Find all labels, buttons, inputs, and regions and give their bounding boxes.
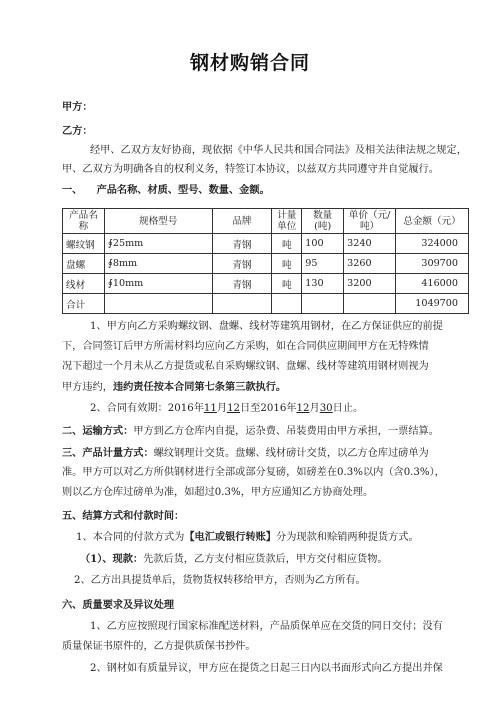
cell-amount: 309700 xyxy=(396,254,469,274)
section-3-label: 三、产品计量方式： xyxy=(62,447,154,459)
section-6-line-3: 2、钢材如有质量异议，甲方应在提货之日起三日内以书面形式向乙方提出并保 xyxy=(90,663,443,674)
cell-quantity: 130 xyxy=(302,274,344,294)
cell-product: 线材 xyxy=(63,274,105,294)
intro-line-2: 甲、乙双方为明确各自的权利义务，特签订本协议，以兹双方共同遵守并自觉履行。 xyxy=(62,164,439,175)
cell-empty xyxy=(344,294,396,314)
cell-unit-price: 3240 xyxy=(344,234,396,254)
validity-line xyxy=(90,402,363,416)
section-5-title: 五、结算方式和付款时间： xyxy=(62,510,185,522)
clause-1-line-1: 1、甲方向乙方采购螺纹钢、盘螺、线材等建筑用钢材，在乙方保证供应的前提 xyxy=(90,321,443,332)
clause-1-line-3: 况下超过一个月未从乙方提货或私自采购螺纹钢、盘螺、线材等建筑用钢材则视为 xyxy=(62,361,429,372)
cell-quantity: 95 xyxy=(302,254,344,274)
section-1-title: 产品名称、材质、型号、数量、金额。 xyxy=(96,184,270,196)
header-brand: 品牌 xyxy=(212,209,272,234)
cell-unit: 吨 xyxy=(272,254,302,274)
cell-unit: 吨 xyxy=(272,234,302,254)
header-quantity: 数量(吨) xyxy=(302,209,344,234)
validity-end-day: 30 xyxy=(319,403,333,414)
section-2-label: 二、运输方式： xyxy=(62,425,134,437)
cell-product: 螺纹钢 xyxy=(63,234,105,254)
cell-spec: ∮10mm xyxy=(104,274,212,294)
section-6-line-2: 质量保证书原件的，乙方提供质保书抄件。 xyxy=(62,641,256,652)
product-table xyxy=(62,208,469,314)
section-6-title: 六、质量要求及异议处理 xyxy=(62,599,175,611)
payment-method: 【电汇或银行转账】 xyxy=(184,531,277,543)
cell-product: 盘螺 xyxy=(63,254,105,274)
validity-start-day: 12 xyxy=(227,403,241,414)
clause-1-line-2: 下，合同签订后甲方所需材料均应向乙方采购，如在合同供应期间甲方在无特殊情 xyxy=(62,341,429,352)
header-spec: 规格型号 xyxy=(104,209,212,234)
intro-line-1: 经甲、乙双方友好协商，现依据《中华人民共和国合同法》及相关法律法规之规定， xyxy=(90,145,467,156)
section-3-text: 螺纹钢理计交货。盘螺、线材磅计交货，以乙方仓库过磅单为 xyxy=(153,448,429,459)
validity-end-month: 12 xyxy=(296,403,310,414)
section-6-line-1: 1、乙方应按照现行国家标准配送材料，产品质保单应在交货的同日交付；没有 xyxy=(90,621,443,632)
validity-text-e: 月 xyxy=(309,403,320,414)
section-3-line-3: 则以乙方仓库过磅单为准，如超过0.3%，甲方应通知乙方协商处理。 xyxy=(62,487,374,498)
cell-total-value: 1049700 xyxy=(396,294,469,314)
validity-start-month: 11 xyxy=(203,403,217,414)
cell-empty xyxy=(302,294,344,314)
header-total-amount: 总金额（元） xyxy=(396,209,469,234)
validity-text-b: 月 xyxy=(216,403,228,414)
table-row xyxy=(63,234,469,254)
party-a-label: 甲方： xyxy=(62,101,93,113)
clause-1-breach-a: 甲方违约， xyxy=(62,382,113,393)
table-row xyxy=(63,254,469,274)
cash-text: 先款后货，乙方支付相应货款后，甲方交付相应货物。 xyxy=(143,554,388,565)
cell-brand: 青钢 xyxy=(212,254,272,274)
section-5-line-1 xyxy=(76,530,419,545)
payment-text-c: 分为现款和赊销两种提货方式。 xyxy=(276,532,419,543)
cell-amount: 324000 xyxy=(396,234,469,254)
table-header-row xyxy=(63,209,469,234)
clause-1-breach-b: 违约责任按本合同第七条第三款执行。 xyxy=(112,381,287,393)
section-2-line xyxy=(62,424,439,439)
cell-empty xyxy=(104,294,212,314)
cell-total-label: 合计 xyxy=(63,294,105,314)
header-unit-price: 单价（元/吨） xyxy=(344,209,396,234)
section-5-line-3: 2、乙方出具提货单后，货物货权转移给甲方，否则为乙方所有。 xyxy=(74,575,366,586)
cell-quantity: 100 xyxy=(302,234,344,254)
section-5-line-2 xyxy=(80,552,388,567)
page-title: 钢材购销合同 xyxy=(189,52,310,74)
party-b-label: 乙方： xyxy=(62,125,93,137)
cell-empty xyxy=(212,294,272,314)
section-3-line-2: 准。甲方可以对乙方所供钢材进行全部或部分复磅，如磅差在0.3%以内（含0.3%）， xyxy=(62,467,445,478)
header-unit: 计量单位 xyxy=(272,209,302,234)
section-2-text: 甲方到乙方仓库内自提，运杂费、吊装费用由甲方承担，一票结算。 xyxy=(133,426,439,437)
validity-text-c: 日至2016年 xyxy=(240,403,297,414)
cell-brand: 青钢 xyxy=(212,234,272,254)
cell-amount: 416000 xyxy=(396,274,469,294)
cell-empty xyxy=(272,294,302,314)
cell-unit-price: 3260 xyxy=(344,254,396,274)
validity-text-a: 2、合同有效期：2016年 xyxy=(90,403,204,414)
payment-text-a: 1、本合同的付款方式为 xyxy=(76,532,185,543)
cell-spec: ∮8mm xyxy=(104,254,212,274)
section-1-number: 一、 xyxy=(62,184,83,196)
section-1-heading xyxy=(62,183,270,197)
cash-label: （1）、现款： xyxy=(80,553,144,565)
cell-unit: 吨 xyxy=(272,274,302,294)
table-total-row xyxy=(63,294,469,314)
cell-brand: 青钢 xyxy=(212,274,272,294)
section-3-line-1 xyxy=(62,446,429,461)
header-product-name: 产品名称 xyxy=(63,209,105,234)
cell-unit-price: 3200 xyxy=(344,274,396,294)
cell-spec: ∮25mm xyxy=(104,234,212,254)
table-row xyxy=(63,274,469,294)
validity-text-f: 日止。 xyxy=(332,403,364,414)
clause-1-line-4 xyxy=(62,380,286,395)
